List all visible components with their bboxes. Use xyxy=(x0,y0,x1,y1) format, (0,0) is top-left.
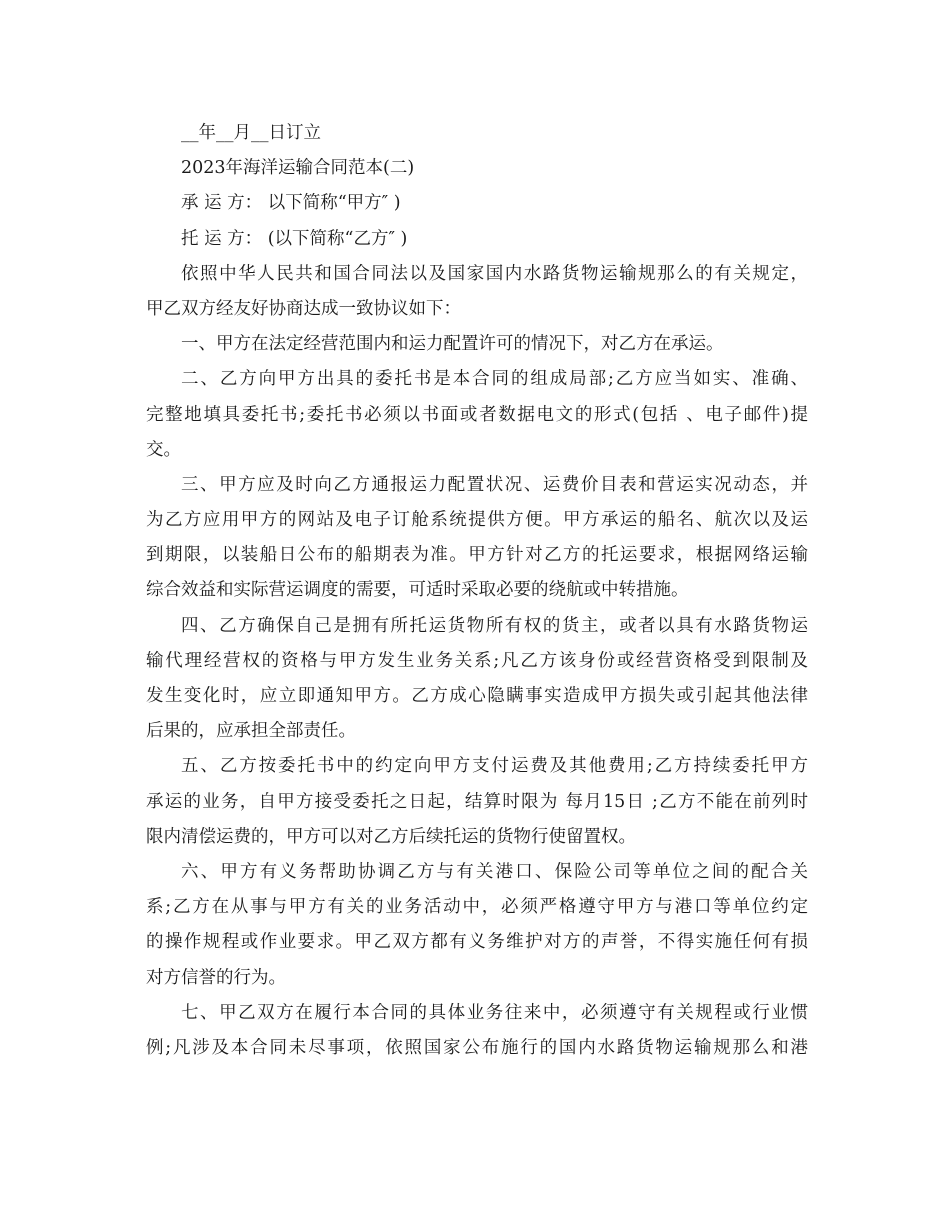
shipper-party-line: 托 运 方： (以下简称“乙方″ ) xyxy=(181,228,408,249)
text-line: 为乙方应用甲方的网站及电子订舱系统提供方便。甲方承运的船名、航次以及运 xyxy=(146,510,808,531)
text-line: 甲乙双方经友好协商达成一致协议如下： xyxy=(146,298,461,319)
text-line: __年__月__日订立 xyxy=(181,123,321,143)
document-body xyxy=(146,116,808,1066)
text-line: 承运的业务，自甲方接受委托之日起，结算时限为 每月15日 ;乙方不能在前列时 xyxy=(146,791,808,812)
text-line: 输代理经营权的资格与甲方发生业务关系;凡乙方该身份或经营资格受到限制及 xyxy=(146,650,808,671)
clause-3-line: 三、甲方应及时向乙方通报运力配置状况、运费价目表和营运实况动态，并 xyxy=(181,474,808,495)
text-line: 的操作规程或作业要求。甲乙双方都有义务维护对方的声誉，不得实施任何有损 xyxy=(146,932,808,953)
text-line: 后果的，应承担全部责任。 xyxy=(146,721,356,742)
clause-1-line: 一、甲方在法定经营范围内和运力配置许可的情况下，对乙方在承运。 xyxy=(181,334,724,355)
clause-7-line: 七、甲乙双方在履行本合同的具体业务往来中，必须遵守有关规程或行业惯 xyxy=(181,1002,808,1023)
text-line: 交。 xyxy=(146,439,181,460)
clause-4-line: 四、乙方确保自己是拥有所托运货物所有权的货主，或者以具有水路货物运 xyxy=(181,615,808,636)
text-line: 例;凡涉及本合同未尽事项，依照国家公布施行的国内水路货物运输规那么和港 xyxy=(146,1037,808,1058)
text-line: 系;乙方在从事与甲方有关的业务活动中，必须严格遵守甲方与港口等单位约定 xyxy=(146,897,808,918)
clause-5-line: 五、乙方按委托书中的约定向甲方支付运费及其他费用;乙方持续委托甲方 xyxy=(181,756,808,777)
text-line: 到期限，以装船日公布的船期表为准。甲方针对乙方的托运要求，根据网络运输 xyxy=(146,545,808,566)
text-line: 限内清偿运费的，甲方可以对乙方后续托运的货物行使留置权。 xyxy=(146,826,636,847)
text-line: 对方信誉的行为。 xyxy=(146,967,286,988)
text-line: 依照中华人民共和国合同法以及国家国内水路货物运输规那么的有关规定， xyxy=(181,263,808,284)
clause-6-line: 六、甲方有义务帮助协调乙方与有关港口、保险公司等单位之间的配合关 xyxy=(181,861,808,882)
clause-2-line: 二、乙方向甲方出具的委托书是本合同的组成局部;乙方应当如实、准确、 xyxy=(181,369,808,390)
carrier-party-line: 承 运 方： 以下简称“甲方″ ) xyxy=(181,193,401,214)
text-line: 发生变化时，应立即通知甲方。乙方成心隐瞒事实造成甲方损失或引起其他法律 xyxy=(146,686,808,706)
text-line: 完整地填具委托书;委托书必须以书面或者数据电文的形式(包括 、电子邮件)提 xyxy=(146,404,808,425)
text-line: 综合效益和实际营运调度的需要，可适时采取必要的绕航或中转措施。 xyxy=(146,580,689,601)
document-title: 2023年海洋运输合同范本(二) xyxy=(181,158,415,179)
